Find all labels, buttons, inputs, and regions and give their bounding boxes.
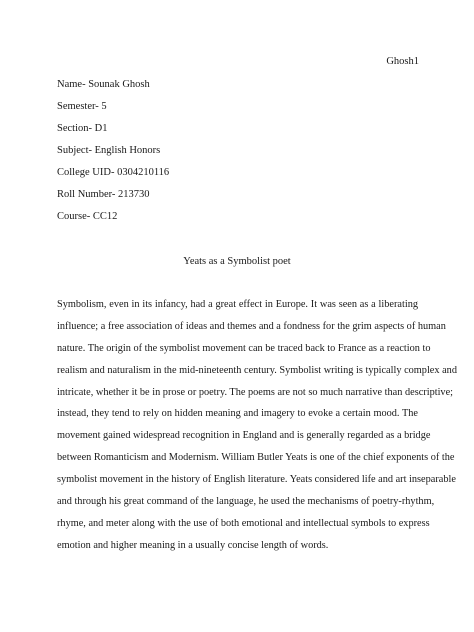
subject: Subject- English Honors (57, 145, 161, 156)
paragraph-line: and through his great command of the language, he used the mechanisms of poetry-rhythm, (57, 496, 435, 508)
student-name: Name- Sounak Ghosh (57, 79, 150, 90)
roll-number: Roll Number- 213730 (57, 189, 150, 200)
paragraph-line: emotion and higher meaning in a usually concise length of words. (57, 539, 329, 551)
semester: Semester- 5 (57, 101, 107, 112)
page-header-label: Ghosh1 (386, 56, 419, 67)
paragraph-line: between Romanticism and Modernism. William Butler Yeats is one of the chief exponents of the (57, 452, 455, 464)
paragraph-line: influence; a free association of ideas and themes and a fondness for the grim aspects of human (57, 320, 446, 332)
paragraph-line: intricate, whether it be in prose or poetry. The poems are not so much narrative than descriptive; (57, 386, 454, 398)
paragraph-line: movement gained widespread recognition in England and is generally regarded as a bridge (57, 430, 431, 442)
essay-paragraph (57, 294, 457, 557)
section: Section- D1 (57, 123, 108, 134)
college-uid: College UID- 0304210116 (57, 167, 170, 178)
essay-title: Yeats as a Symbolist poet (183, 256, 291, 267)
paragraph-line: Symbolism, even in its infancy, had a great effect in Europe. It was seen as a liberating (57, 299, 418, 310)
paragraph-line: symbolist movement in the history of English literature. Yeats considered life and art inseparable (57, 474, 456, 486)
course: Course- CC12 (57, 211, 118, 222)
student-info-block (57, 78, 169, 232)
paragraph-line: realism and naturalism in the mid-nineteenth century. Symbolist writing is typically complex and (57, 364, 457, 376)
paragraph-line: nature. The origin of the symbolist movement can be traced back to France as a reaction to (57, 342, 431, 354)
paragraph-line: instead, they tend to rely on hidden meaning and imagery to evoke a certain mood. The (57, 408, 418, 420)
paragraph-line: rhyme, and meter along with the use of both emotional and intellectual symbols to express (57, 517, 430, 529)
